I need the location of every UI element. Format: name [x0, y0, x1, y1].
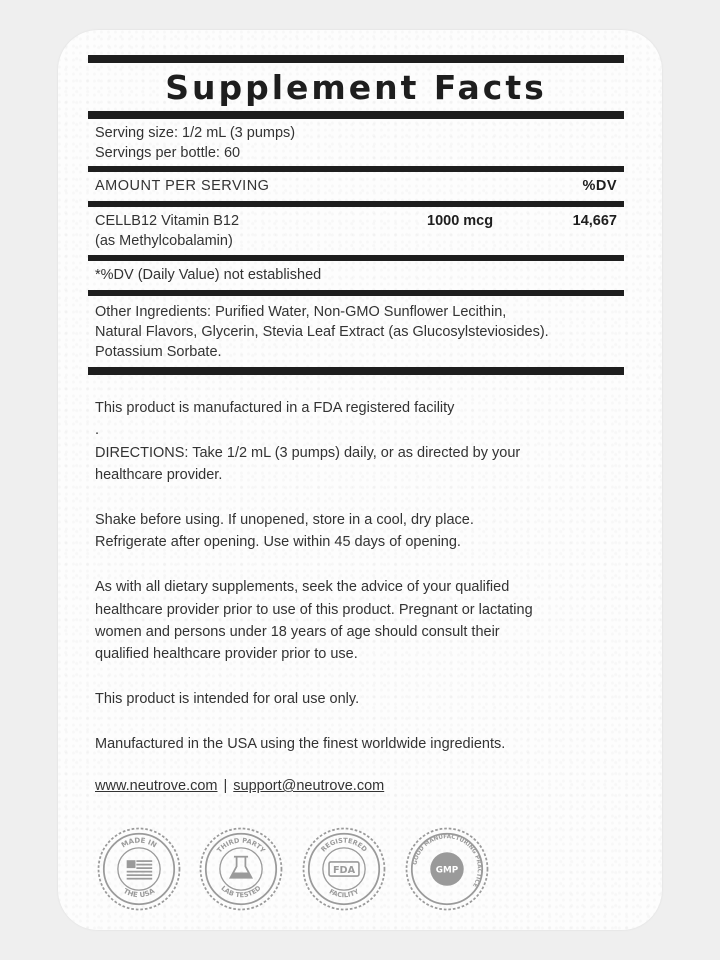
amount-header-row — [88, 172, 624, 201]
serving-info — [88, 119, 624, 166]
directions-line1: DIRECTIONS: Take 1/2 mL (3 pumps) daily, or as directed by your — [95, 444, 521, 461]
link-separator: | — [223, 778, 228, 794]
product-info — [95, 397, 625, 755]
directions-line2: healthcare provider. — [95, 467, 223, 484]
nutrient-name — [95, 211, 427, 251]
website-link[interactable]: www.neutrove.com — [95, 778, 218, 794]
other-ingredients-line2: Natural Flavors, Glycerin, Stevia Leaf Extract (as Glucosylsteviosides). — [95, 324, 549, 340]
support-email-link[interactable]: support@neutrove.com — [233, 778, 385, 794]
badge-gmp-center: GMP — [435, 865, 459, 876]
dv-header: %DV — [582, 178, 617, 194]
svg-text:FACILITY — [328, 887, 361, 899]
advice-line4: qualified healthcare provider prior to use. — [95, 646, 358, 663]
other-ingredients-line1: Other Ingredients: Purified Water, Non-GMO Sunflower Lecithin, — [95, 304, 507, 320]
made-in-usa-statement: Manufactured in the USA using the finest worldwide ingredients. — [95, 736, 506, 753]
badge-lab-bottom: LAB TESTED — [219, 884, 263, 900]
badge-lab-top: THIRD PARTY — [215, 836, 267, 855]
nutrient-amount: 1000 mcg — [427, 213, 494, 229]
supplement-facts-panel — [88, 55, 624, 375]
other-ingredients-line3: Potassium Sorbate. — [95, 344, 222, 360]
nutrient-name-line1: CELLB12 Vitamin B12 — [95, 213, 240, 229]
advice-line2: healthcare provider prior to use of this product. Pregnant or lactating — [95, 601, 533, 618]
advice-line3: women and persons under 18 years of age should consult their — [95, 624, 500, 641]
dv-note: *%DV (Daily Value) not established — [95, 267, 322, 283]
contact-links — [95, 778, 384, 794]
amount-per-serving-label: AMOUNT PER SERVING — [95, 178, 270, 194]
storage-line2: Refrigerate after opening. Use within 45 days of opening. — [95, 534, 461, 551]
bottom-rule — [88, 367, 624, 375]
certification-badges — [95, 825, 495, 920]
serving-size: Serving size: 1/2 mL (3 pumps) — [95, 125, 296, 141]
nutrient-row — [88, 207, 624, 255]
advice-line1: As with all dietary supplements, seek the advice of your qualified — [95, 579, 510, 596]
stray-dot: . — [95, 422, 100, 439]
svg-text:THE USA — [122, 886, 157, 899]
badge-usa-bottom: THE USA — [121, 886, 157, 900]
facts-title: Supplement Facts — [165, 68, 547, 107]
top-rule — [88, 55, 624, 63]
title-rule — [88, 111, 624, 119]
badge-usa-top: MADE IN — [119, 835, 159, 850]
badge-fda-top: REGISTERED — [319, 836, 369, 854]
other-ingredients — [88, 296, 624, 367]
storage-line1: Shake before using. If unopened, store in a cool, dry place. — [95, 512, 474, 529]
oral-use-statement: This product is intended for oral use only. — [95, 691, 360, 708]
facility-statement: This product is manufactured in a FDA registered facility — [95, 400, 455, 416]
badge-gmp-ring: GOOD MANUFACTURING PRACTICE — [412, 834, 482, 889]
nutrient-dv: 14,667 — [572, 213, 617, 229]
made-in-usa-badge-icon — [95, 825, 183, 913]
gmp-badge-icon — [403, 825, 491, 913]
nutrient-name-line2: (as Methylcobalamin) — [95, 233, 233, 249]
fda-registered-badge-icon — [300, 825, 388, 913]
badge-fda-center: FDA — [332, 864, 356, 876]
servings-per-bottle: Servings per bottle: 60 — [95, 145, 241, 161]
svg-text:LAB TESTED — [219, 884, 262, 899]
lab-tested-badge-icon — [197, 825, 285, 913]
badge-fda-bottom: FACILITY — [327, 887, 361, 900]
